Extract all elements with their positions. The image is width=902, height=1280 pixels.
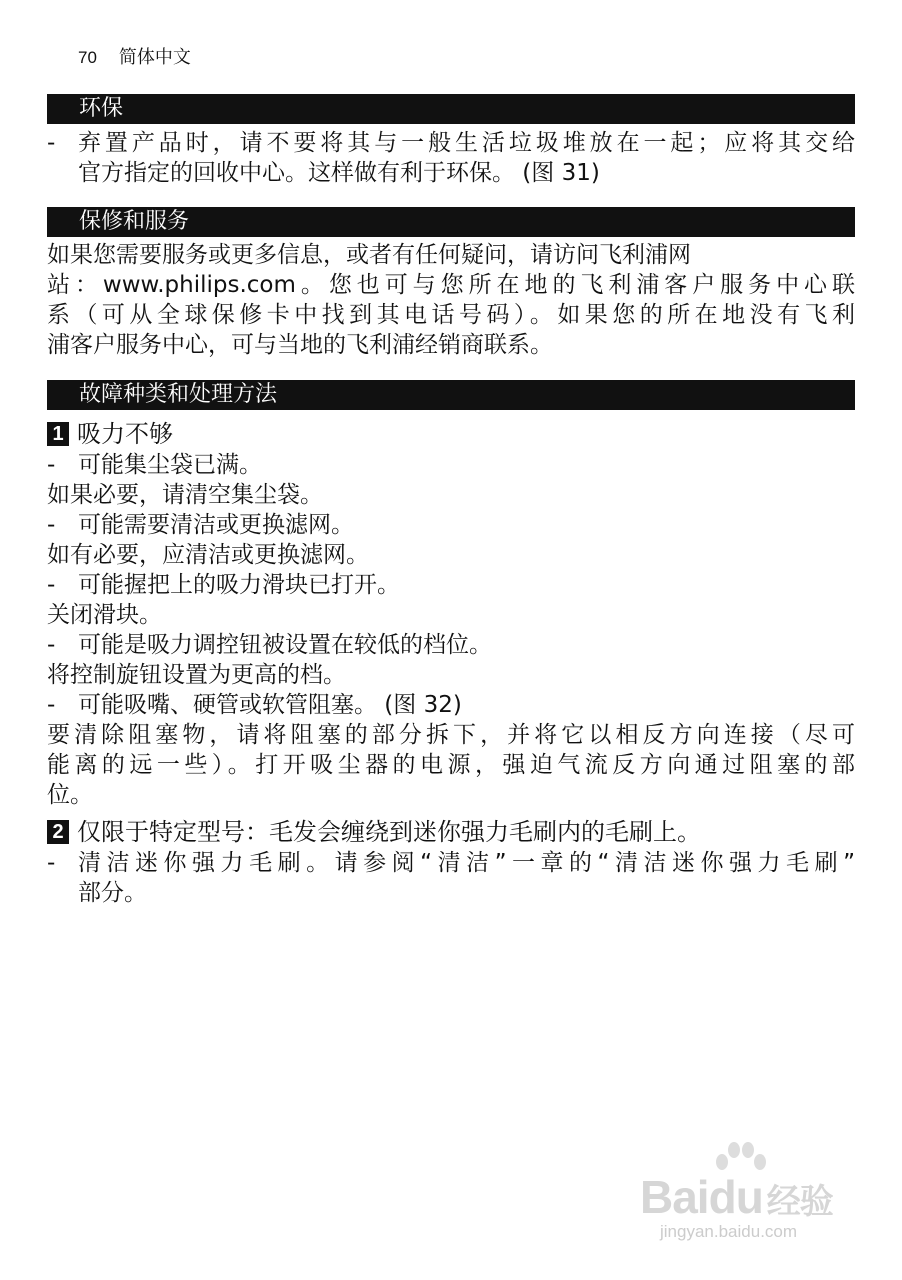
section-body-environment — [47, 128, 855, 188]
cause-item — [47, 570, 855, 600]
bullet-dash: - — [47, 850, 56, 876]
watermark-brand: Bai — [640, 1171, 709, 1223]
solution-text: 如果必要，请清空集尘袋。 — [47, 482, 323, 508]
cause-item — [47, 848, 855, 878]
solution-text: 关闭滑块。 — [47, 602, 162, 628]
problem-title-text: 吸力不够 — [77, 420, 173, 448]
bullet-dash: - — [47, 130, 56, 156]
solution-text: 位。 — [47, 782, 93, 808]
cause-item — [47, 450, 855, 480]
cause-text: 可能是吸力调控钮被设置在较低的档位。 — [78, 632, 492, 658]
watermark-logo — [640, 1170, 833, 1224]
section-heading-service: 保修和服务 — [47, 207, 855, 237]
page-header — [78, 44, 191, 72]
problem-number-badge: 1 — [47, 422, 69, 446]
cause-item — [47, 690, 855, 720]
solution-text: 能离的远一些）。打开吸尘器的电源，强迫气流反方向通过阻塞的部 — [47, 752, 855, 778]
cause-text: 可能吸嘴、硬管或软管阻塞。 (图 32) — [78, 692, 462, 718]
cause-text: 可能需要清洁或更换滤网。 — [78, 512, 354, 538]
problem-2-title — [47, 816, 855, 848]
paragraph-line: 浦客户服务中心，可与当地的飞利浦经销商联系。 — [47, 332, 553, 358]
section-body-troubleshooting — [47, 418, 855, 908]
solution-text: 要清除阻塞物，请将阻塞的部分拆下，并将它以相反方向连接（尽可 — [47, 722, 855, 748]
bullet-dash: - — [47, 692, 56, 718]
cause-text-continued: 部分。 — [78, 880, 147, 906]
cause-text: 可能握把上的吸力滑块已打开。 — [78, 572, 400, 598]
section-heading-troubleshooting: 故障种类和处理方法 — [47, 380, 855, 410]
bullet-text: 弃置产品时，请不要将其与一般生活垃圾堆放在一起；应将其交给 — [78, 130, 855, 156]
paragraph-line: 如果您需要服务或更多信息，或者有任何疑问，请访问飞利浦网 — [47, 242, 691, 268]
bullet-dash: - — [47, 452, 56, 478]
problem-number-badge: 2 — [47, 820, 69, 844]
solution-text: 将控制旋钮设置为更高的档。 — [47, 662, 346, 688]
watermark-url: jingyan.baidu.com — [660, 1222, 798, 1241]
problem-title-text: 仅限于特定型号：毛发会缠绕到迷你强力毛刷内的毛刷上。 — [77, 818, 701, 846]
paragraph-line: 站：www.philips.com。您也可与您所在地的飞利浦客户服务中心联 — [47, 272, 855, 298]
paragraph-line: 系（可从全球保修卡中找到其电话号码）。如果您的所在地没有飞利 — [47, 302, 855, 328]
cause-item — [47, 630, 855, 660]
watermark-cn: 经验 — [766, 1182, 833, 1222]
problem-1-title — [47, 418, 855, 450]
page-number: 70 — [78, 48, 97, 67]
section-heading-environment: 环保 — [47, 94, 855, 124]
cause-text: 清洁迷你强力毛刷。请参阅“清洁”一章的“清洁迷你强力毛刷” — [78, 850, 855, 876]
page-language: 简体中文 — [118, 47, 191, 68]
cause-item — [47, 510, 855, 540]
cause-text: 可能集尘袋已满。 — [78, 452, 262, 478]
bullet-dash: - — [47, 512, 56, 538]
watermark-brand-du: du — [708, 1171, 763, 1223]
bullet-text-continued: 官方指定的回收中心。这样做有利于环保。 (图 31) — [78, 160, 600, 186]
solution-text: 如有必要，应清洁或更换滤网。 — [47, 542, 369, 568]
section-body-service — [47, 240, 855, 360]
baidu-jingyan-watermark — [632, 1140, 862, 1240]
bullet-dash: - — [47, 572, 56, 598]
bullet-dash: - — [47, 632, 56, 658]
bullet-item — [47, 128, 855, 158]
